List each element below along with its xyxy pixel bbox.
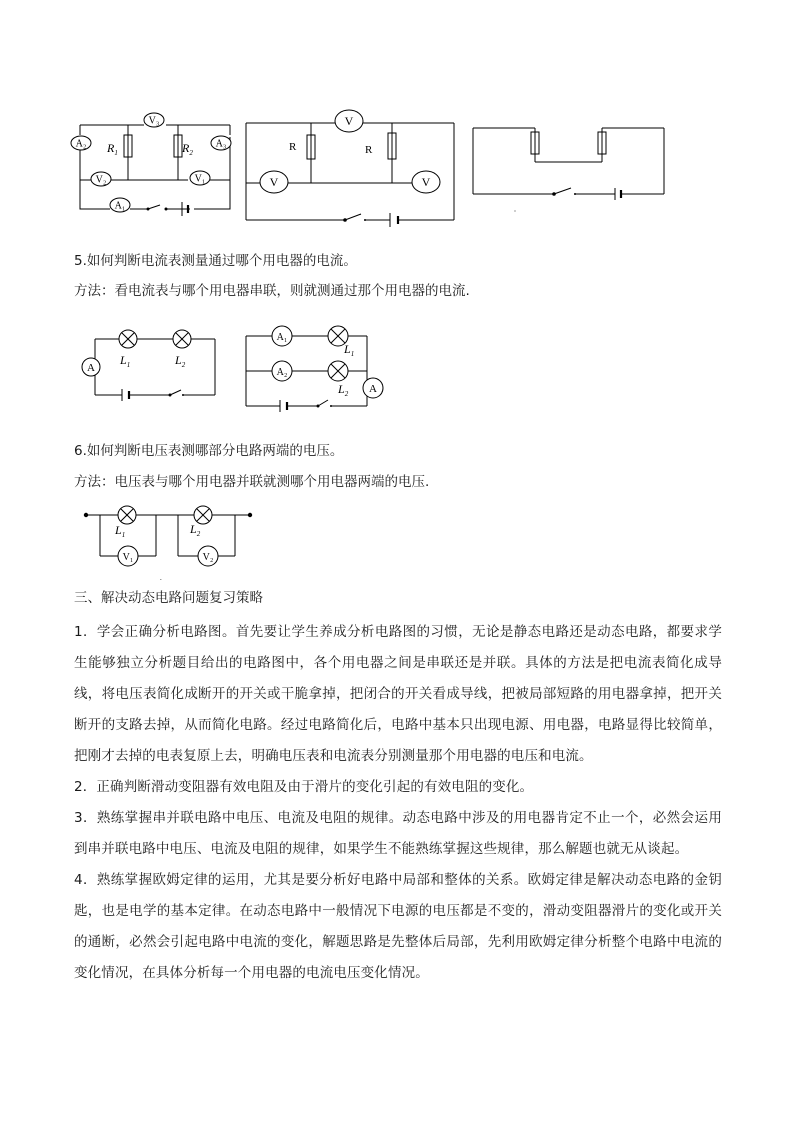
- question-6-title: 6.如何判断电压表测哪部分电路两端的电压。: [74, 443, 344, 459]
- lamp-l1-label: $L_1$: [344, 342, 355, 358]
- circuit-figure-series-lamps: [75, 325, 225, 405]
- strategy-item-1: 1．学会正确分析电路图。首先要让学生养成分析电路图的习惯，无论是静态电路还是动态电路，都要求学生能够独立分析题目给出的电路图中，各个用电器之间是串联还是并联。具体的方法是把电流表简化成导线，将电压表简化成断开的开关或干脆拿掉，把闭合的开关看成导线，把被局部短路的用电器拿掉，把开关断开的支路去掉，从而简化电路。经过电路简化后，电路中基本只出现电源、用电器，电路显得比较简单，把刚才去掉的电表复原上去，明确电压表和电流表分别测量那个用电器的电压和电流。: [74, 624, 722, 764]
- resistor-r2-label: $R_2$: [182, 141, 193, 157]
- ammeter-a: [82, 358, 100, 376]
- ammeter-a: [363, 378, 383, 398]
- strategy-item-4: 4．熟练掌握欧姆定律的运用，尤其是要分析好电路中局部和整体的关系。欧姆定律是解决动态电路的金钥匙，也是电学的基本定律。在动态电路中一般情况下电源的电压都是不变的，滑动变阻器滑片的变化或开关的通断，必然会引起电路中电流的变化，解题思路是先整体后局部，先利用欧姆定律分析整个电路中电流的变化情况，在具体分析每一个用电器的电流电压变化情况。: [74, 872, 722, 981]
- circuit-figure-resistors-voltmeters: [240, 105, 460, 225]
- voltmeter-top: [335, 110, 363, 132]
- svg-text:.: .: [160, 574, 162, 582]
- svg-text:A₂: A₂: [75, 138, 87, 150]
- voltmeter-v3: [144, 113, 164, 127]
- circuit-figure-parallel-lamps: [240, 320, 390, 415]
- lamp-l2: [194, 506, 212, 524]
- voltmeter-left: [260, 171, 288, 193]
- resistor-label-right: R: [365, 144, 373, 156]
- svg-text:V₂: V₂: [202, 552, 214, 563]
- lamp-l1-label: $L_1$: [115, 523, 126, 539]
- lamp-l2-label: $L_2$: [190, 522, 201, 538]
- ammeter-a2: [71, 136, 91, 150]
- svg-text:V: V: [344, 114, 354, 128]
- svg-text:A₂: A₂: [276, 367, 288, 378]
- circuit-figure-series-resistors: [468, 122, 673, 217]
- ammeter-a3: [211, 136, 231, 150]
- lamp-l1-label: $L_1$: [120, 353, 131, 369]
- lamp-l2: [173, 330, 191, 348]
- svg-text:A₁: A₁: [276, 332, 288, 343]
- voltmeter-v1: [190, 171, 210, 185]
- question-5-title: 5.如何判断电流表测量通过哪个用电器的电流。: [74, 253, 357, 269]
- section-3-heading: 三、解决动态电路问题复习策略: [74, 590, 263, 606]
- svg-text:A₁: A₁: [114, 200, 126, 212]
- circuit-figure-voltmeters-lamps: [80, 500, 260, 585]
- circuit-figure-meters: [70, 105, 240, 220]
- voltmeter-right: [412, 171, 440, 193]
- svg-text:A: A: [369, 383, 377, 395]
- resistor-r1-label: $R_1$: [107, 141, 118, 157]
- strategy-item-2: 2．正确判断滑动变阻器有效电阻及由于滑片的变化引起的有效电阻的变化。: [74, 779, 534, 795]
- ammeter-a1: [272, 326, 292, 346]
- svg-text:V₂: V₂: [95, 174, 107, 186]
- resistor-label-left: R: [289, 141, 297, 153]
- voltmeter-v2: [198, 546, 218, 566]
- svg-text:V: V: [269, 175, 279, 189]
- lamp-l1: [119, 330, 137, 348]
- voltmeter-v2: [91, 172, 111, 186]
- question-6-method: 方法：电压表与哪个用电器并联就测哪个用电器两端的电压.: [74, 474, 430, 490]
- lamp-l1: [118, 506, 136, 524]
- svg-text:V: V: [421, 175, 431, 189]
- lamp-l2: [328, 361, 348, 381]
- ammeter-a2: [272, 361, 292, 381]
- voltmeter-v1: [118, 546, 138, 566]
- ammeter-a1: [110, 198, 130, 212]
- svg-text:V₃: V₃: [148, 115, 160, 127]
- lamp-l2-label: $L_2$: [338, 382, 349, 398]
- lamp-l2-label: $L_2$: [175, 353, 186, 369]
- svg-text:A: A: [87, 362, 95, 374]
- svg-text:A₃: A₃: [215, 138, 227, 150]
- svg-text:V₁: V₁: [194, 173, 206, 185]
- svg-text:V₁: V₁: [122, 552, 134, 563]
- question-5-method: 方法：看电流表与哪个用电器串联，则就测通过那个用电器的电流.: [74, 283, 470, 299]
- strategy-item-3: 3．熟练掌握串并联电路中电压、电流及电阻的规律。动态电路中涉及的用电器肯定不止一个，必然会运用到串并联电路中电压、电流及电阻的规律，如果学生不能熟练掌握这些规律，那么解题也就无从谈起。: [74, 810, 722, 857]
